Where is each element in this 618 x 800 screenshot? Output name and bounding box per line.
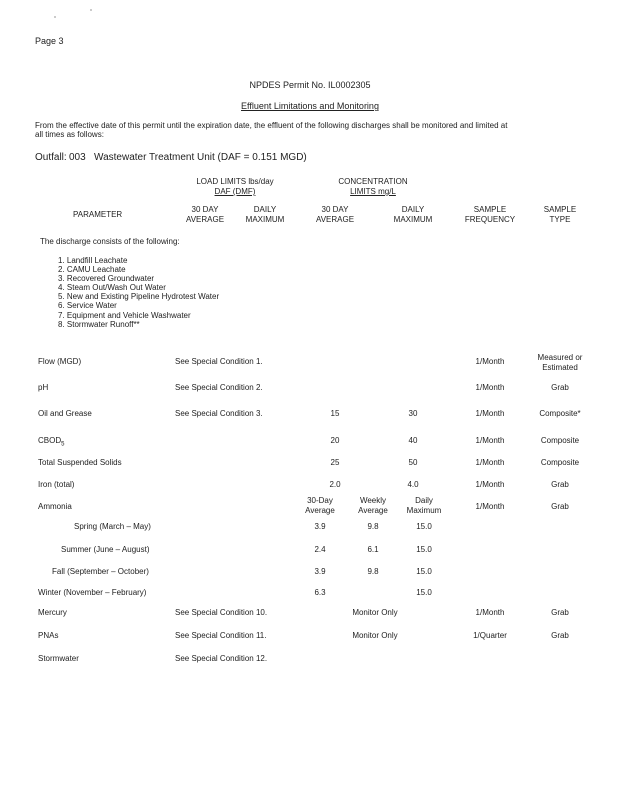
intro-line-1: From the effective date of this permit until the expiration date, the effluent of the following discharges shall be monitored and limited at [35,121,508,130]
param-cbod5: $CBOD_5$ [38,436,65,448]
stormwater-load: See Special Condition 12. [175,654,268,663]
scan-speck [54,16,56,18]
conc-30day-header: 30 DAY AVERAGE [315,205,355,224]
season-fall: Fall (September – October) [52,567,149,576]
load-30day-header: 30 DAY AVERAGE [185,205,225,224]
ammonia-30day-header: 30-Day Average [305,496,335,515]
oil-grease-frequency: 1/Month [475,409,505,418]
fall-daily: 15.0 [416,567,432,576]
conc-daily-header: DAILY MAXIMUM [393,205,433,224]
cbod5-frequency: 1/Month [475,436,505,445]
discharge-list [58,256,219,329]
pnas-concentration: Monitor Only [352,631,398,640]
oil-grease-daily: 30 [408,409,418,418]
mercury-frequency: 1/Month [475,608,505,617]
tss-30day: 25 [330,458,340,467]
list-item: 4. Steam Out/Wash Out Water [58,283,166,293]
discharge-intro: The discharge consists of the following: [40,237,180,246]
flow-load: See Special Condition 1. [175,357,263,366]
summer-30day: 2.4 [314,545,326,554]
ammonia-weekly-header: Weekly Average [358,496,388,515]
list-item: 8. Stormwater Runoff** [58,319,140,329]
pnas-type: Grab [551,631,569,640]
param-tss: Total Suspended Solids [38,458,122,467]
ammonia-type: Grab [551,502,569,511]
concentration-subheader: LIMITS mg/L [350,187,396,196]
concentration-header: CONCENTRATION [338,177,408,186]
ammonia-daily-header: Daily Maximum [406,496,442,515]
param-iron: Iron (total) [38,480,75,489]
param-oil-grease: Oil and Grease [38,409,92,418]
spring-daily: 15.0 [416,522,432,531]
load-daily-header: DAILY MAXIMUM [245,205,285,224]
param-flow: Flow (MGD) [38,357,82,366]
mercury-concentration: Monitor Only [352,608,398,617]
spring-30day: 3.9 [314,522,326,531]
tss-frequency: 1/Month [475,458,505,467]
permit-title: NPDES Permit No. IL0002305 [249,80,371,90]
mercury-load: See Special Condition 10. [175,608,268,617]
oil-grease-load: See Special Condition 3. [175,409,263,418]
season-summer: Summer (June – August) [61,545,150,554]
outfall-label: Outfall: [35,152,67,163]
scan-speck [90,9,92,11]
ammonia-frequency: 1/Month [475,502,505,511]
ph-load: See Special Condition 2. [175,383,263,392]
pnas-load: See Special Condition 11. [175,631,267,640]
param-pnas: PNAs [38,631,59,640]
ph-frequency: 1/Month [475,383,505,392]
sample-type-header: SAMPLE TYPE [543,205,577,224]
list-item: 2. CAMU Leachate [58,265,126,275]
mercury-type: Grab [551,608,569,617]
oil-grease-30day: 15 [330,409,340,418]
list-item: 5. New and Existing Pipeline Hydrotest Water [58,292,220,302]
param-mercury: Mercury [38,608,67,617]
tss-type: Composite [540,458,580,467]
iron-frequency: 1/Month [475,480,505,489]
iron-daily: 4.0 [407,480,419,489]
pnas-frequency: 1/Quarter [473,631,507,640]
summer-daily: 15.0 [416,545,432,554]
winter-daily: 15.0 [416,588,432,597]
section-title: Effluent Limitations and Monitoring [241,101,379,111]
load-limits-header: LOAD LIMITS lbs/day [196,177,274,186]
season-spring: Spring (March – May) [74,522,151,531]
intro-line-2: all times as follows: [35,130,104,139]
tss-daily: 50 [408,458,418,467]
list-item: 1. Landfill Leachate [58,256,128,265]
cbod5-type: Composite [540,436,580,445]
list-item: 3. Recovered Groundwater [58,274,155,284]
parameter-column-header: PARAMETER [73,210,123,219]
spring-weekly: 9.8 [367,522,379,531]
load-limits-subheader: DAF (DMF) [214,187,256,196]
summer-weekly: 6.1 [367,545,379,554]
outfall-number: 003 [69,152,86,163]
list-item: 7. Equipment and Vehicle Washwater [58,310,191,320]
flow-type: Measured or Estimated [537,353,583,372]
season-winter: Winter (November – February) [38,588,147,597]
cbod5-30day: 20 [330,436,340,445]
ph-type: Grab [551,383,569,392]
fall-30day: 3.9 [314,567,326,576]
param-ammonia: Ammonia [38,502,72,511]
iron-type: Grab [551,480,569,489]
fall-weekly: 9.8 [367,567,379,576]
param-ph: pH [38,383,49,392]
cbod5-daily: 40 [408,436,418,445]
page-number: Page 3 [35,36,64,46]
sample-frequency-header: SAMPLE FREQUENCY [464,205,516,224]
param-stormwater: Stormwater [38,654,79,663]
flow-frequency: 1/Month [475,357,505,366]
iron-30day: 2.0 [329,480,341,489]
winter-30day: 6.3 [314,588,326,597]
list-item: 6. Service Water [58,301,117,311]
outfall-description: Wastewater Treatment Unit (DAF = 0.151 MGD) [94,152,307,163]
oil-grease-type: Composite* [539,409,581,418]
